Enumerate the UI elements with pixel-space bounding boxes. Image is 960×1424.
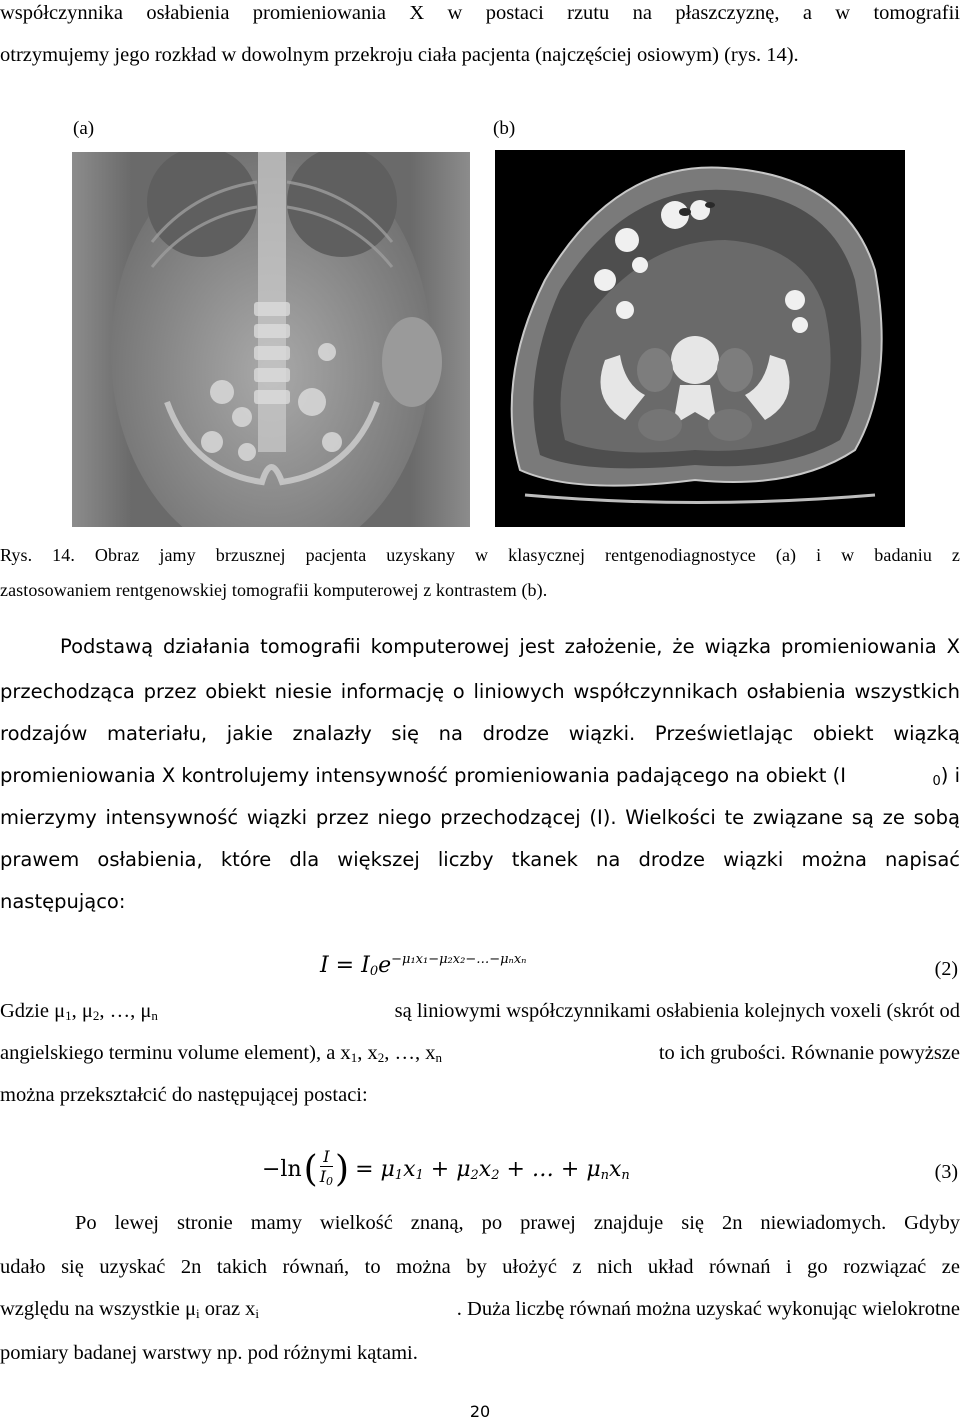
para1-line-1: Podstawą działania tomografii komputerowej jest założenie, że wiązka promieniowania X: [60, 635, 960, 658]
para1-line-3: rodzajów materiału, jakie znalazły się na drodze wiązki. Prześwietlając obiekt wiązką: [0, 722, 960, 745]
para1-line-7: następująco:: [0, 890, 126, 913]
para1-line-5: mierzymy intensywność wiązki przez niego przechodzącej (I). Wielkości te związane są ze sobą: [0, 806, 960, 829]
para2-line-1-rest: są liniowymi współczynnikami osłabienia kolejnych voxeli (skrót od: [394, 1000, 960, 1022]
equation-2-number: (2): [934, 958, 958, 980]
para2-line-1-start: Gdzie $\mu_1$, $\mu_2$, …, $\mu_n$: [0, 1000, 158, 1023]
para1-line-4-sub: 0: [932, 774, 941, 789]
ct-scan-svg: [495, 150, 905, 527]
intro-line-1: współczynnika osłabienia promieniowania X w postaci rzutu na płaszczyznę, a w tomografii: [0, 2, 960, 24]
figure-label-b: (b): [493, 118, 516, 139]
para3-line-3: [0, 1298, 960, 1322]
para3-line-4: pomiary badanej warstwy np. pod różnymi kątami.: [0, 1342, 418, 1364]
radiograph-image: [72, 152, 470, 527]
para3-line-2: udało się uzyskać 2n takich równań, to można by ułożyć z nich układ równań i go rozwiązać ze: [0, 1256, 960, 1278]
para1-line-6: prawem osłabienia, które dla większej liczby tkanek na drodze wiązki można napisać: [0, 848, 960, 871]
para3-line-1: Po lewej stronie mamy wielkość znaną, po prawej znajduje się 2n niewiadomych. Gdyby: [75, 1212, 960, 1234]
para2-line-1: [0, 1000, 960, 1024]
figure-caption-line-2: zastosowaniem rentgenowskiej tomografii komputerowej z kontrastem (b).: [0, 580, 548, 600]
figure-caption-line-1: Rys. 14. Obraz jamy brzusznej pacjenta uzyskany w klasycznej rentgenodiagnostyce (a) i w badaniu z: [0, 545, 960, 565]
ct-scan-image: [495, 150, 905, 527]
para2-line-3: można przekształcić do następującej postaci:: [0, 1084, 368, 1106]
para3-line-3-rest: . Duża liczbę równań można uzyskać wykonując wielokrotne: [456, 1298, 960, 1320]
radiograph-svg: [72, 152, 470, 527]
para3-line-3-start: względu na wszystkie $\mu_i$ oraz $x_i$: [0, 1298, 260, 1321]
para1-line-4-end: [932, 764, 960, 789]
para2-line-2-start: angielskiego terminu volume element), a $x_1$, $x_2$, …, $x_n$: [0, 1042, 442, 1065]
para2-mu-label: Gdzie μ: [0, 1000, 66, 1022]
equation-3: −ln ( I $I_0$ ) = $\mu_1x_1 + \mu_2x_2$ + … + $\mu_nx_n$: [262, 1147, 630, 1190]
para1-line-2: przechodząca przez obiekt niesie informację o liniowych współczynnikach osłabienia wszystkich: [0, 680, 960, 703]
intro-line-2: otrzymujemy jego rozkład w dowolnym przekroju ciała pacjenta (najczęściej osiowym) (rys. 14).: [0, 44, 799, 66]
para3-mu-label: względu na wszystkie μ: [0, 1298, 197, 1320]
figure-label-a: (a): [73, 118, 95, 139]
para2-line-2: [0, 1042, 960, 1066]
page-number: 20: [469, 1402, 491, 1421]
para2-x-label: angielskiego terminu volume element), a x: [0, 1042, 351, 1064]
para1-line-4-tail: ) i: [940, 764, 960, 787]
para1-line-4: [0, 764, 960, 789]
para1-line-4-text: promieniowania X kontrolujemy intensywność promieniowania padającego na obiekt (I: [0, 764, 846, 787]
equation-3-number: (3): [934, 1161, 958, 1183]
equation-2: $I = I_0e^{-\mu_1x_1-\mu_2x_2-\dots-\mu_nx_n}$: [320, 952, 527, 979]
para2-line-2-rest: to ich grubości. Równanie powyższe: [658, 1042, 960, 1064]
